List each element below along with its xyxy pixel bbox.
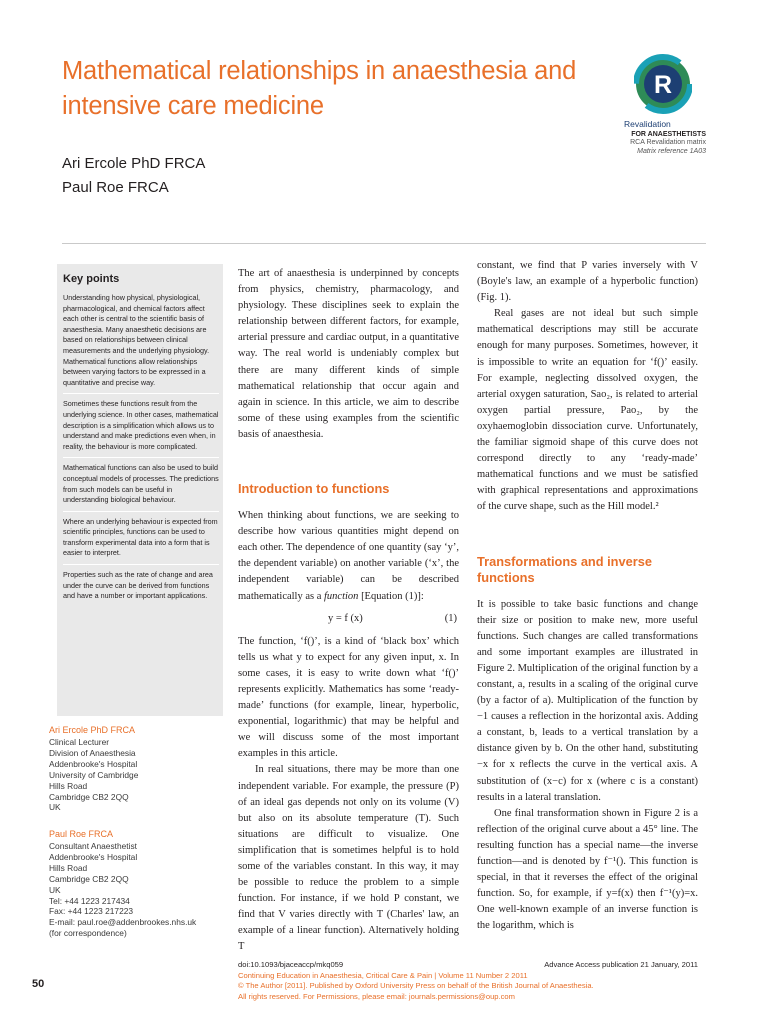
permissions-line: All rights reserved. For Permissions, please email: journals.permissions@oup.com [238,991,515,1001]
key-point: Understanding how physical, physiological, pharmacological, and chemical factors affect each other is central to the scientific basis of anaesthesia. Many anaesthetic decisions are based on relationships between clinical measurements and the underlying physiology. Mathematical functions allow relationships between varying factors to be expressed in a quantitative and precise way. [63,293,219,394]
affiliation-line: Fax: +44 1223 217223 [49,906,134,917]
affiliation-line: Cambridge CB2 2QQ [49,873,129,884]
section-heading: Introduction to functions [238,481,390,497]
equation [238,611,459,627]
email-link[interactable]: E-mail: paul.roe@addenbrookes.nhs.uk [49,917,197,928]
affiliation-line: Clinical Lecturer [49,737,110,747]
page-number: 50 [32,978,45,990]
body-paragraph: In real situations, there may be more than one independent variable. For example, the pressure (P) of an ideal gas depends not only on its volume (V) but also on its absolute temperature (T). Such situations are difficult to visualize. One simplification that is sometimes helpful is to hold some of the variables constant. In this way, it may be possible to reduce the problem to a simple function. For instance, if we hold P constant, we find that V varies directly with T (Charles' law, an example of a linear function). Alternatively holding T [238,764,459,953]
affiliation-line: Tel: +44 1223 217434 [49,895,130,906]
author-affiliation [49,724,229,813]
affiliation-line: Hills Road [49,862,88,873]
revalidation-caption [616,131,706,156]
revalidation-logo-icon [634,52,692,120]
journal-info: Continuing Education in Anaesthesia, Critical Care & Pain | Volume 11 Number 2 2011 [238,970,528,980]
key-points-list [63,293,219,612]
body-paragraph: constant, we find that P varies inversely with V (Boyle's law, an example of a hyperbolic function) (Fig. 1). [477,260,698,304]
author-list [62,152,205,200]
footer-top-row [238,960,698,971]
body-paragraph: The function, ‘f()’, is a kind of ‘black box’ which tells us what y to expect for any given input, x. In some cases, it is easy to write down what ‘f()’ represents explicitly. Mathematics has some ‘ready-made’ functions (for example, linear, hyperbolic, exponential, logarithmic) that may be helpful and we will discuss some of the most important examples in this article. [238,635,459,760]
key-points-box [57,264,223,716]
section-heading: Transformations and inverse functions [477,553,652,585]
body-paragraph: Real gases are not ideal but such simple mathematical descriptions may still be accurate enough for many purposes. Sometimes, however, it is impossible to write an equation for ‘f()’ easily. For example, neglecting dissolved oxygen, the arterial oxygen saturation, Sao₂, is related to arterial oxygen partial pressure, Pao₂, by the oxyhaemoglobin dissociation curve. Unfortunately, the familiar sigmoid shape of this curve does not correspond directly to any ‘ready-made’ mathematical functions and we must be satisfied with graphical representations and approximations of the curve shape, such as the Hill model.² [477,308,698,513]
body-paragraph [238,508,459,605]
author-name: Ari Ercole PhD FRCA [62,155,206,172]
affiliation-line: UK [49,802,61,813]
key-point: Mathematical functions can also be used to build conceptual models of processes. The predictions from such models can be useful in understanding biological behaviour. [63,463,219,511]
equation-number: (1) [444,612,457,624]
key-points-title: Key points [63,273,120,285]
key-point: Sometimes these functions result from the underlying science. In other cases, mathematical description is a simplification which allows us to understand and make predictions even when, in reality, the behaviour is more complicated. [63,399,219,458]
matrix-reference: Matrix reference 1A03 [637,147,706,155]
affiliation-line: Addenbrooke's Hospital [49,851,138,862]
copyright-line: © The Author [2011]. Published by Oxford University Press on behalf of the British Journal of Anaesthesia. [238,981,594,990]
revalidation-heading: FOR ANAESTHETISTS [631,131,706,138]
revalidation-wordmark: Revalidation [624,119,671,129]
revalidation-matrix: RCA Revalidation matrix [630,139,706,147]
affiliation-line: University of Cambridge [49,769,139,780]
advance-access: Advance Access publication 21 January, 2011 [544,960,698,969]
affiliation-line: (for correspondence) [49,928,127,939]
body-paragraph: One final transformation shown in Figure 2 is a reflection of the original curve about a 45° line. The resulting function has a special name—the inverse function—and is denoted by f⁻¹(). This function is special, in that it reverses the effect of the original function. So, for example, if y=f(x) then f⁻¹(y)=x. One well-known example of an inverse function is the logarithm, which is [477,807,698,932]
doi-link[interactable]: doi:10.1093/bjaceaccp/mkq059 [238,960,344,969]
revalidation-badge [610,52,706,162]
body-column-2 [477,258,698,934]
emphasis: function [324,590,359,602]
affiliation-line: Addenbrooke's Hospital [49,758,138,769]
intro-paragraph: The art of anaesthesia is underpinned by concepts from physics, chemistry, pharmacology, and physiology. These disciplines seek to explain the relationship between different factors, for example, arterial pressure and cardiac output, in a quantitative way. The real world is undeniably complex but there are many different kinds of simple mathematical relationship that occur again and again in science. In this article, we aim to describe some of these using examples from the scientific basis of anaesthesia. [238,268,459,440]
author-name: Paul Roe FRCA [62,179,169,196]
text-run: When thinking about functions, we are seeking to describe how various quantities might depend on each other. The dependence of one quantity (say ‘y’, the dependent variable) on another variable (‘x’, the independent variable) can be described mathematically as a [238,510,459,602]
equation-expression: y = f (x) [328,612,363,624]
author-affiliation [49,828,229,939]
affiliation-name: Paul Roe FRCA [49,829,114,839]
body-column-1 [238,266,459,956]
affiliation-line: Division of Anaesthesia [49,747,136,758]
logo-letter: R [653,71,673,99]
affiliation-line: Cambridge CB2 2QQ [49,791,129,802]
header-divider [62,243,706,244]
affiliation-name: Ari Ercole PhD FRCA [49,725,136,735]
key-point: Where an underlying behaviour is expected from scientific principles, functions can be used to transform experimental data into a form that is easier to interpret. [63,517,219,565]
affiliation-line: Hills Road [49,780,88,791]
affiliation-line: UK [49,884,61,895]
page-footer [238,960,698,1002]
key-point: Properties such as the rate of change and area under the curve can be derived from functions and have a number or important applications. [63,570,213,601]
affiliation-line: Consultant Anaesthetist [49,841,137,851]
body-paragraph: It is possible to take basic functions and change their size or position to make new, more useful functions. Such changes are called transformations and some important examples are illustrated in Figure 2. Multiplication of the original function by a constant, a, results in a scaling of the original curve (by a factor of a). Multiplication of the function by −1 causes a reflection in the horizontal axis. Adding a constant, b, leads to a vertical translation by a distance given by b. On the other hand, substituting −x for x reflects the curve in the vertical axis. A substitution of (x−c) for x (where c is a constant) results in a lateral translation. [477,598,698,803]
article-title: Mathematical relationships in anaesthesia and intensive care medicine [62,57,577,120]
text-run: [Equation (1)]: [358,590,424,602]
